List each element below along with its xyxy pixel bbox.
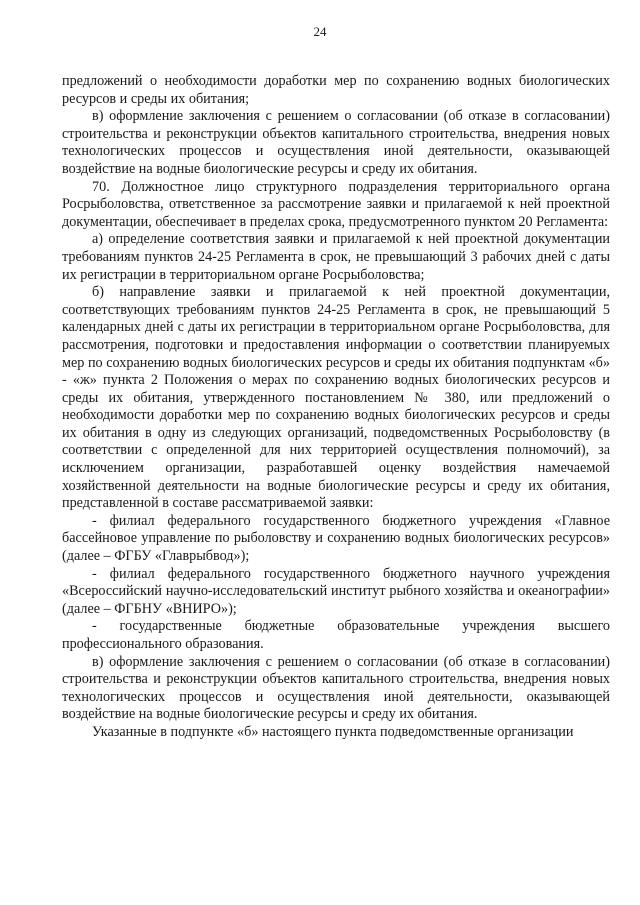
list-item-glavrybvod: - филиал федерального государственного бюджетного учреждения «Главное бассейновое управление по рыболовству и сохранению водных биологических ресурсов» (далее – ФГБУ «Главрыбвод»); (62, 512, 610, 565)
paragraph-item-v-2: в) оформление заключения с решением о согласовании (об отказе в согласовании) строительства и реконструкции объектов капитального строительства, внедрения новых технологических процессов и осуществления иной деятельности, оказывающей воздействие на водные биологические ресурсы и среду их обитания. (62, 653, 610, 723)
paragraph-clause-70: 70. Должностное лицо структурного подразделения территориального органа Росрыболовства, ответственное за рассмотрение заявки и прилагаемой к ней проектной документации, обеспечивает в пределах срока, предусмотренного пунктом 20 Регламента: (62, 178, 610, 230)
list-item-universities: - государственные бюджетные образовательные учреждения высшего профессионального образования. (62, 618, 610, 652)
page-number: 24 (313, 24, 327, 39)
paragraph-continuation: предложений о необходимости доработки мер по сохранению водных биологических ресурсов и среды их обитания; (62, 73, 610, 107)
paragraph-final: Указанные в подпункте «б» настоящего пункта подведомственные организации (92, 723, 574, 740)
paragraph-item-v: в) оформление заключения с решением о согласовании (об отказе в согласовании) строительства и реконструкции объектов капитального строительства, внедрения новых технологических процессов и осуществления иной деятельности, оказывающей воздействие на водные биологические ресурсы и среду их обитания. (62, 108, 610, 177)
paragraph-item-b: б) направление заявки и прилагаемой к ней проектной документации, соответствующих требованиям пунктов 24-25 Регламента в срок, не превышающий 5 календарных дней с даты их регистрации в территориальном органе Росрыболовства, для рассмотрения, подготовки и предоставления информации о соответствии планируемых мер по сохранению водных биологических ресурсов и среды их обитания подпунктам «б» - «ж» пункта 2 Положения о мерах по сохранению водных биологических ресурсов и среды их обитания, утвержденного постановлением № 380, или предложений о необходимости доработки мер по сохранению водных биологических ресурсов и среды их обитания в одну из следующих организаций, подведомственных Росрыболовству (в соответствии с определенной для них территорией осуществления полномочий), за исключением организации, разработавшей оценку воздействия намечаемой хозяйственной деятельности на водные биологические ресурсы и среду их обитания, представленной в составе рассматриваемой заявки: (62, 284, 610, 512)
list-item-vniro: - филиал федерального государственного бюджетного научного учреждения «Всероссийский научно-исследовательский институт рыбного хозяйства и океанографии» (далее – ФГБНУ «ВНИРО»); (62, 565, 610, 617)
document-body (62, 73, 610, 742)
paragraph-item-a: а) определение соответствия заявки и прилагаемой к ней проектной документации требованиям пунктов 24-25 Регламента в срок, не превышающий 3 рабочих дней с даты их регистрации в территориальном органе Росрыболовства; (62, 231, 610, 283)
